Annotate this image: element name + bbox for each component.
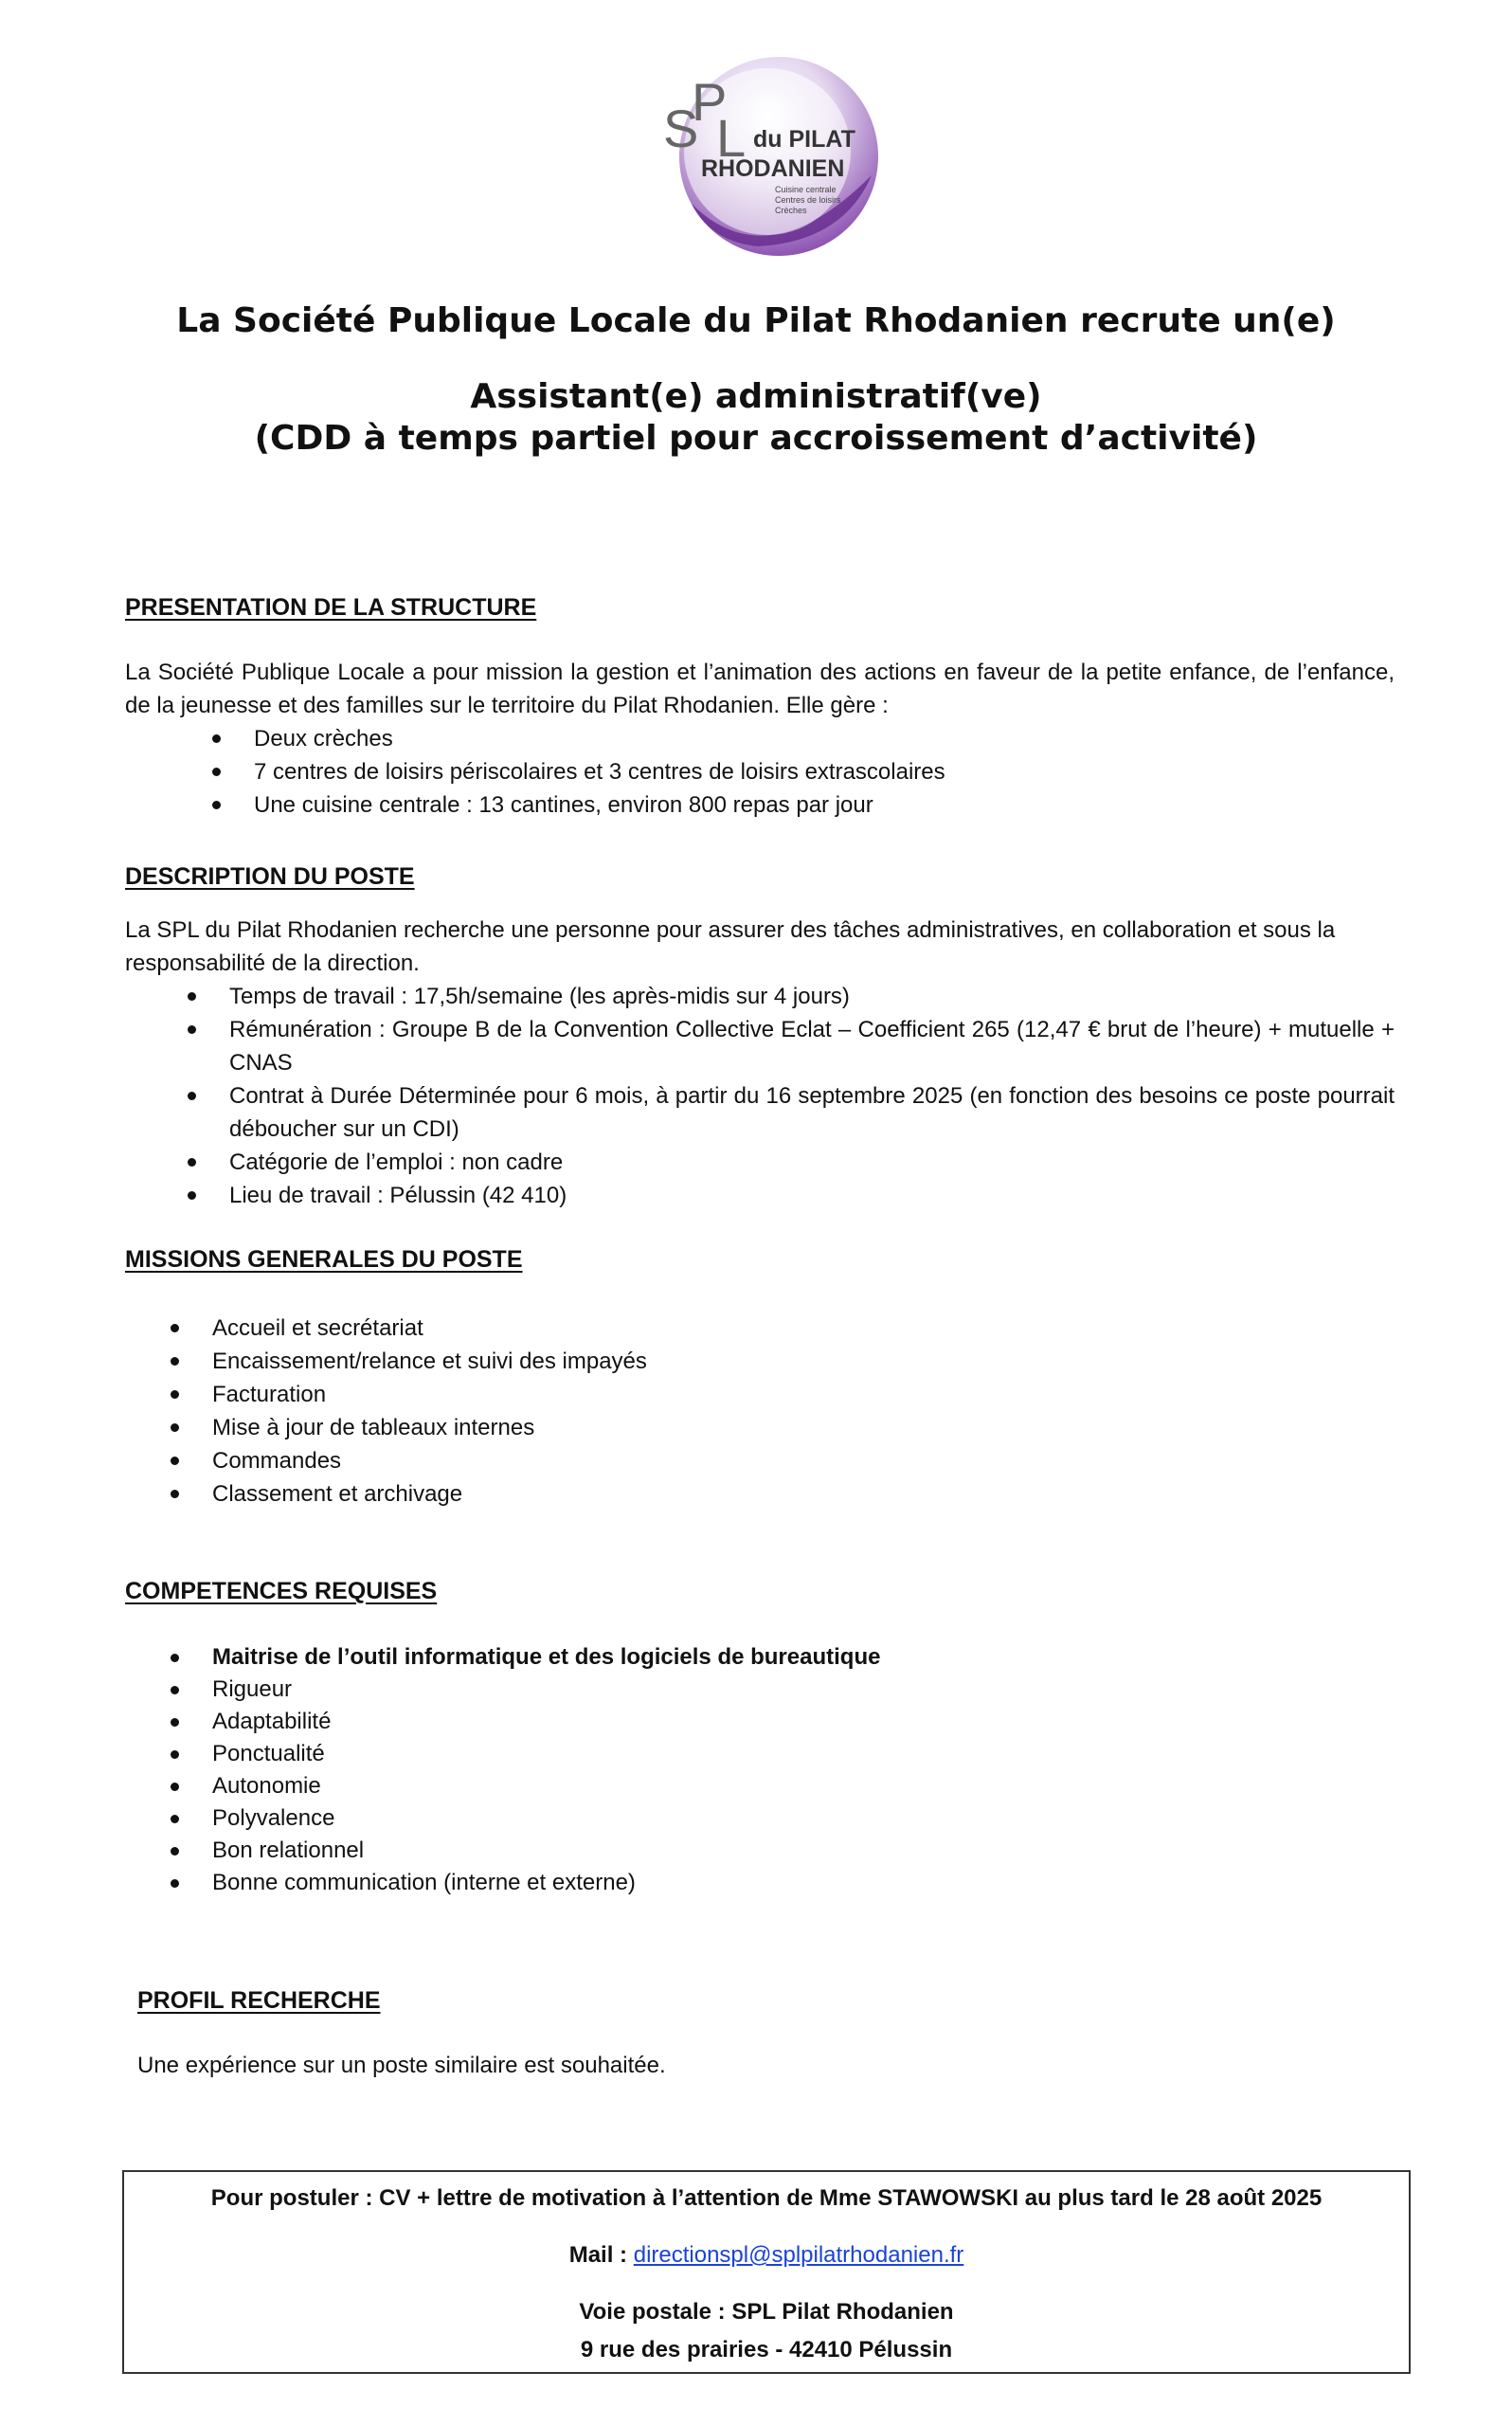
list-item: Autonomie [212, 1770, 1395, 1802]
competences-section [125, 1575, 1395, 1899]
list-item: Mise à jour de tableaux internes [212, 1411, 1395, 1444]
presentation-section [125, 591, 1395, 822]
list-item: Classement et archivage [212, 1477, 1395, 1511]
list-item: Adaptabilité [212, 1706, 1395, 1738]
mail-link[interactable]: directionspl@splpilatrhodanien.fr [633, 2242, 964, 2268]
job-title: Assistant(e) administratif(ve) [470, 377, 1042, 416]
list-item: Facturation [212, 1378, 1395, 1411]
apply-address: 9 rue des prairies - 42410 Pélussin [580, 2337, 953, 2363]
logo-tagline-1: Cuisine centrale [775, 185, 837, 194]
competences-list [212, 1641, 1395, 1899]
list-item: Contrat à Durée Déterminée pour 6 mois, à partir du 16 septembre 2025 (en fonction des besoins ce poste pourrait déboucher sur un CDI) [229, 1079, 1395, 1146]
logo-rhodanien: RHODANIEN [701, 155, 845, 182]
missions-list [212, 1312, 1395, 1511]
list-item: Accueil et secrétariat [212, 1312, 1395, 1345]
contract-subtitle: (CDD à temps partiel pour accroissement d’activité) [254, 419, 1258, 458]
list-item: Bon relationnel [212, 1835, 1395, 1867]
presentation-heading: PRESENTATION DE LA STRUCTURE [125, 594, 537, 621]
list-item: Ponctualité [212, 1738, 1395, 1770]
page-title: La Société Publique Locale du Pilat Rhodanien recrute un(e) [176, 301, 1336, 340]
apply-box [122, 2170, 1411, 2374]
profil-text: Une expérience sur un poste similaire est souhaitée. [137, 2053, 666, 2078]
logo-spl-s: S [663, 99, 699, 158]
mail-label: Mail : [568, 2242, 634, 2268]
list-item: Temps de travail : 17,5h/semaine (les après-midis sur 4 jours) [229, 980, 1395, 1013]
apply-instructions: Pour postuler : CV + lettre de motivation à l’attention de Mme STAWOWSKI au plus tard le 28 août 2025 [210, 2185, 1323, 2211]
list-item: Une cuisine centrale : 13 cantines, environ 800 repas par jour [254, 788, 1395, 822]
list-item: Commandes [212, 1444, 1395, 1477]
logo-tagline-3: Crèches [775, 206, 807, 215]
logo-graphic [654, 52, 891, 265]
logo-du-pilat: du PILAT [753, 126, 855, 153]
list-item: Catégorie de l’emploi : non cadre [229, 1146, 1395, 1179]
description-list [229, 980, 1395, 1212]
svg-text:L: L [716, 108, 747, 168]
logo-tagline-2: Centres de loisirs [775, 195, 841, 205]
spl-logo [654, 52, 891, 265]
list-item: Rigueur [212, 1674, 1395, 1706]
list-item: Polyvalence [212, 1802, 1395, 1835]
list-item: Lieu de travail : Pélussin (42 410) [229, 1179, 1395, 1212]
profil-section [137, 1984, 1407, 2082]
presentation-text: La Société Publique Locale a pour mission la gestion et l’animation des actions en faveur de la petite enfance, de l’enfance, de la jeunesse et des familles sur le territoire du Pilat Rhodanien. Elle gère : [125, 660, 1395, 718]
missions-section [125, 1243, 1395, 1511]
missions-heading: MISSIONS GENERALES DU POSTE [125, 1246, 523, 1273]
list-item: 7 centres de loisirs périscolaires et 3 centres de loisirs extrascolaires [254, 755, 1395, 788]
list-item: Encaissement/relance et suivi des impayés [212, 1345, 1395, 1378]
competences-heading: COMPETENCES REQUISES [125, 1578, 438, 1604]
svg-text:P: P [692, 72, 728, 132]
apply-mail-row [124, 2242, 1409, 2269]
list-item: Rémunération : Groupe B de la Convention Collective Eclat – Coefficient 265 (12,47 € brut de l’heure) + mutuelle + CNAS [229, 1013, 1395, 1079]
description-heading: DESCRIPTION DU POSTE [125, 863, 415, 890]
description-section [125, 860, 1395, 1212]
profil-heading: PROFIL RECHERCHE [137, 1987, 381, 2014]
list-item: Bonne communication (interne et externe) [212, 1867, 1395, 1899]
list-item: Deux crèches [254, 722, 1395, 755]
apply-postal: Voie postale : SPL Pilat Rhodanien [579, 2299, 954, 2325]
description-text: La SPL du Pilat Rhodanien recherche une personne pour assurer des tâches administratives, en collaboration et sous la responsabilité de la direction. [125, 917, 1336, 976]
presentation-list [254, 722, 1395, 822]
list-item: Maitrise de l’outil informatique et des logiciels de bureautique [212, 1641, 1395, 1674]
